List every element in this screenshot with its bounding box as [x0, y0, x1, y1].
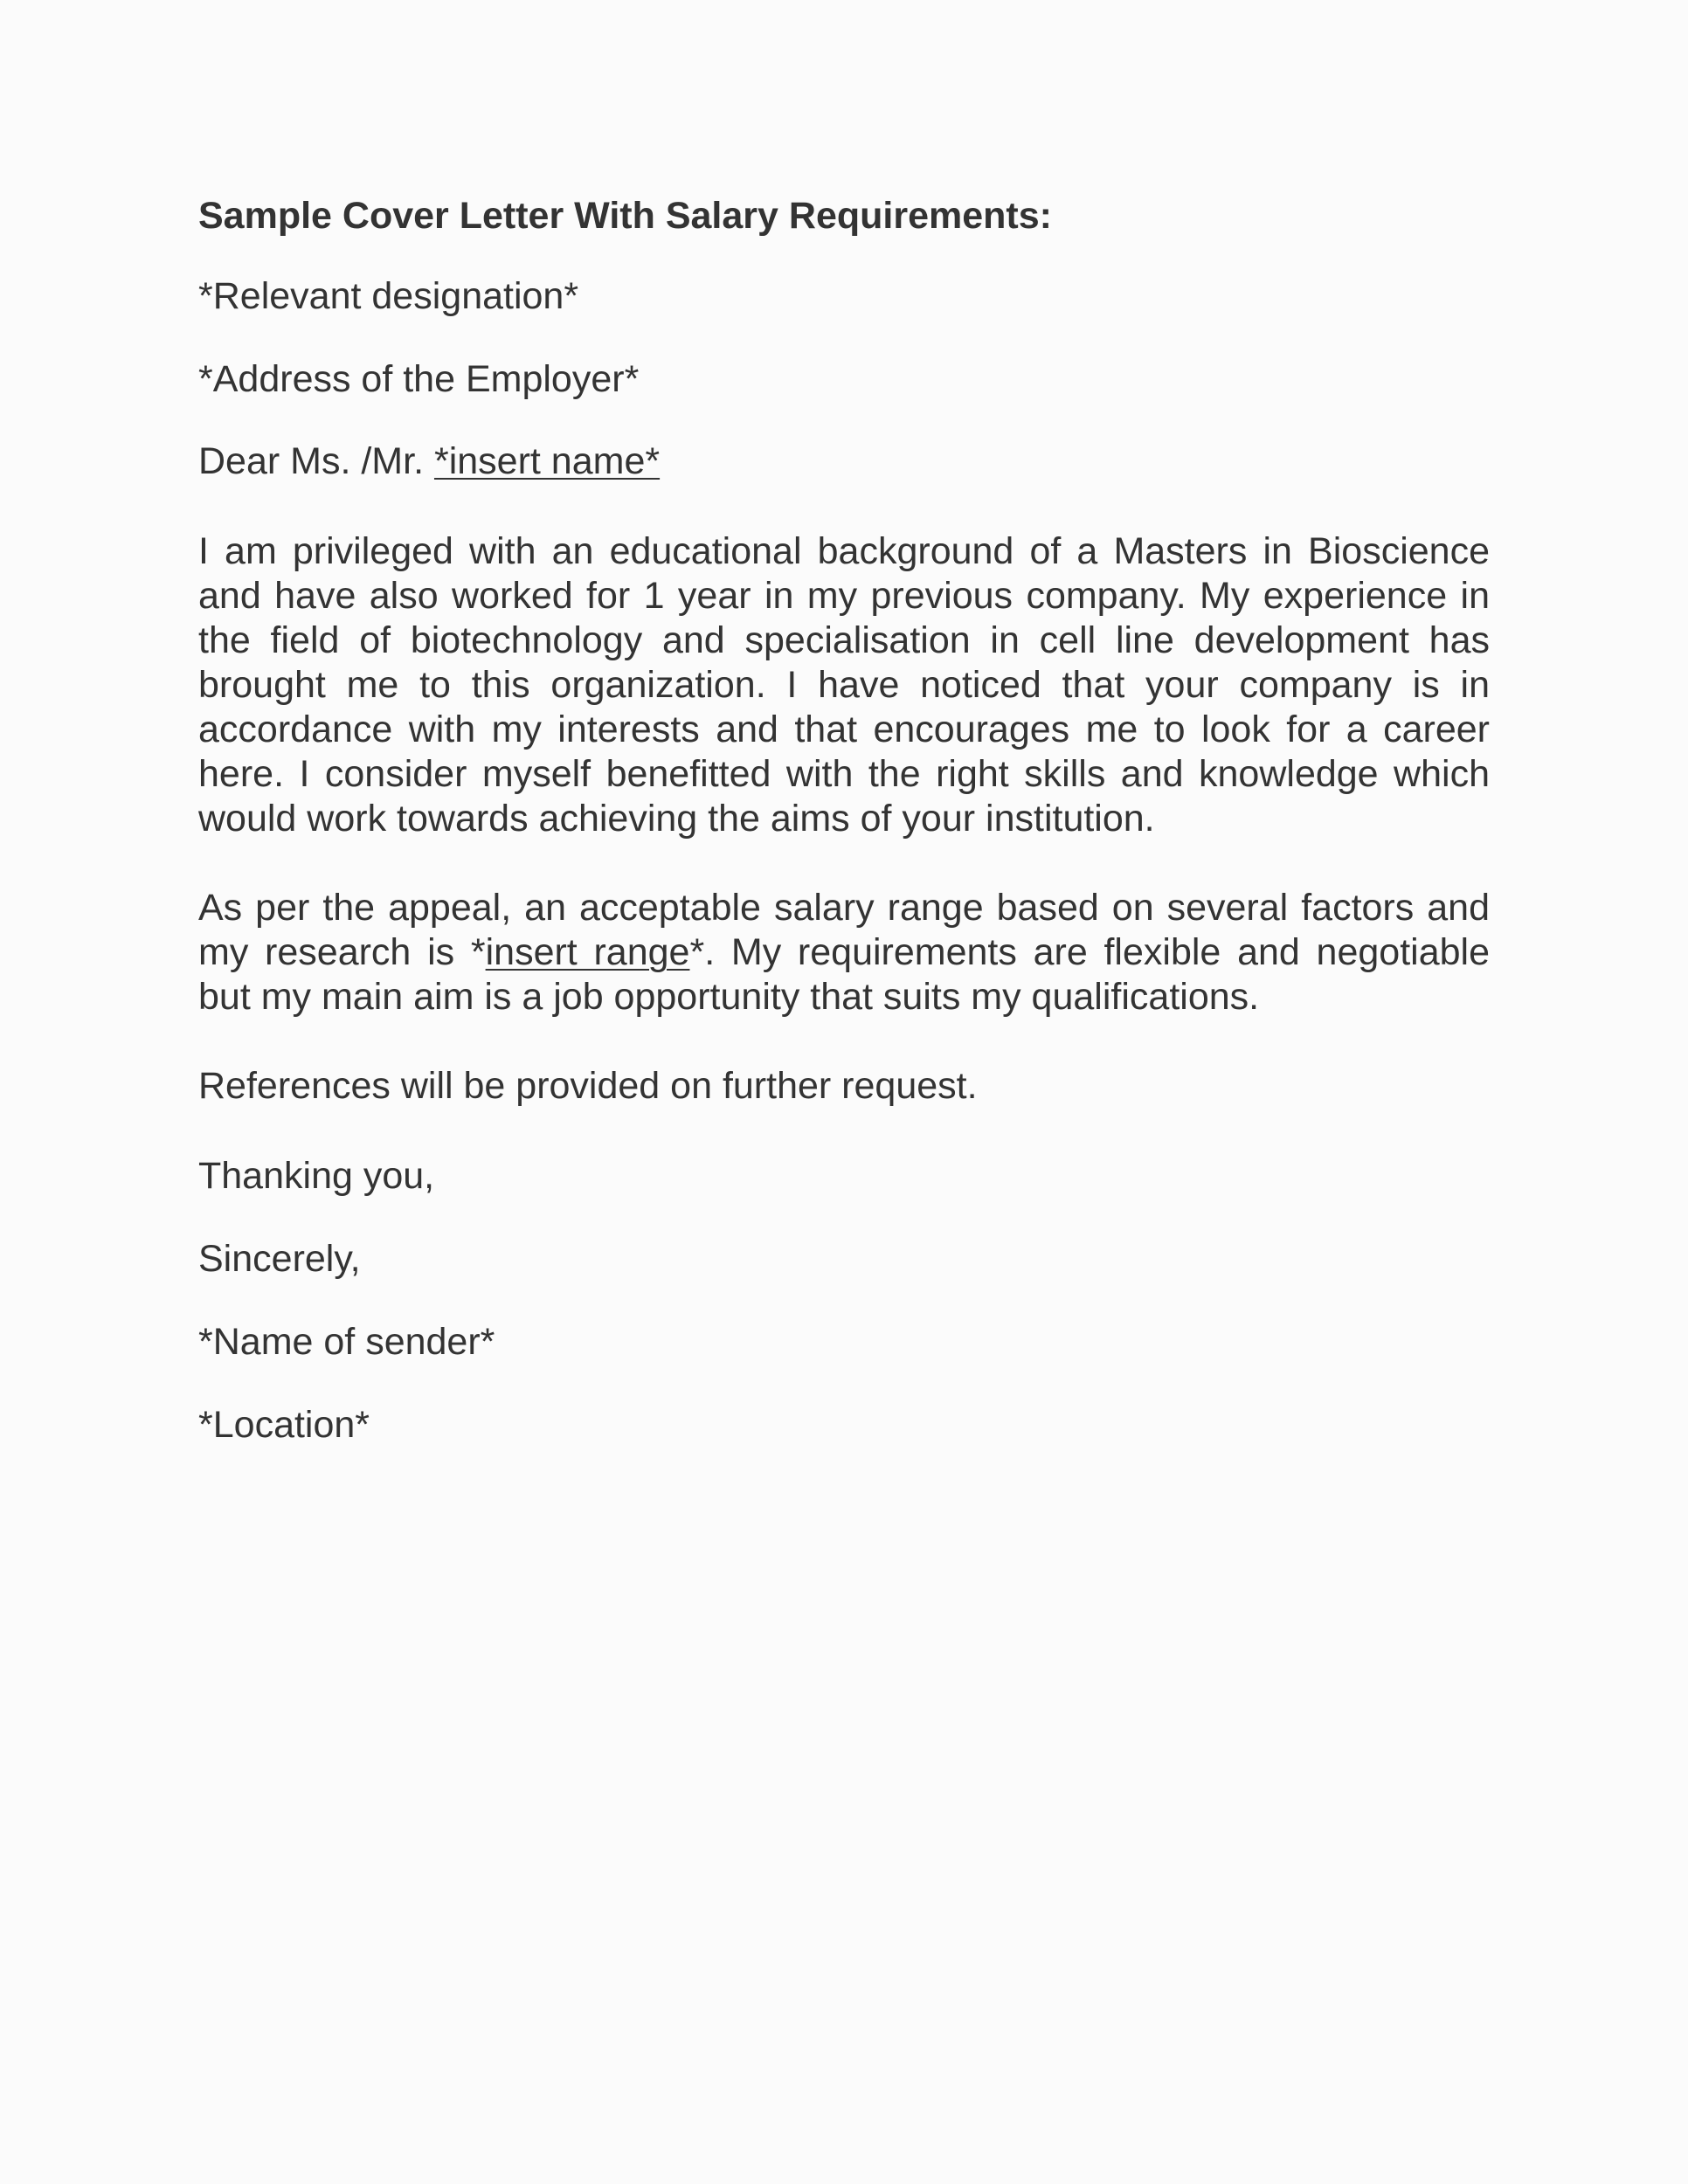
closing-line: Sincerely, [198, 1238, 361, 1280]
cover-letter [198, 194, 1490, 1486]
salutation-prefix: Dear Ms. /Mr. [198, 440, 434, 482]
references-line: References will be provided on further request. [198, 1065, 978, 1107]
salary-star-open: * [470, 931, 486, 973]
thanks-line: Thanking you, [198, 1155, 435, 1197]
paragraph-salary [198, 886, 1490, 1019]
designation-placeholder: *Relevant designation* [198, 275, 579, 317]
sender-name-placeholder: *Name of sender* [198, 1321, 495, 1363]
letter-title: Sample Cover Letter With Salary Requirements: [198, 195, 1052, 237]
employer-address-placeholder: *Address of the Employer* [198, 358, 640, 400]
location-placeholder: *Location* [198, 1404, 370, 1446]
salary-text-before: As per the appeal, an acceptable salary range based on several factors and my research is [198, 887, 1490, 973]
paragraph-qualifications: I am privileged with an educational background of a Masters in Bioscience and have also worked for 1 year in my previous company. My experience in the field of biotechnology and specialisation in cell line development has brought me to this organization. I have noticed that your company is in accordance with my interests and that encourages me to look for a career here. I consider myself benefitted with the right skills and knowledge which would work towards achieving the aims of your institution. [198, 530, 1490, 840]
salary-range-placeholder: insert range [485, 931, 690, 973]
salary-text-after: *. My requirements are flexible and negotiable but my main aim is a job opportunity that suits my qualifications. [198, 931, 1490, 1018]
recipient-name-placeholder: *insert name* [433, 440, 661, 482]
salutation [198, 439, 1490, 484]
